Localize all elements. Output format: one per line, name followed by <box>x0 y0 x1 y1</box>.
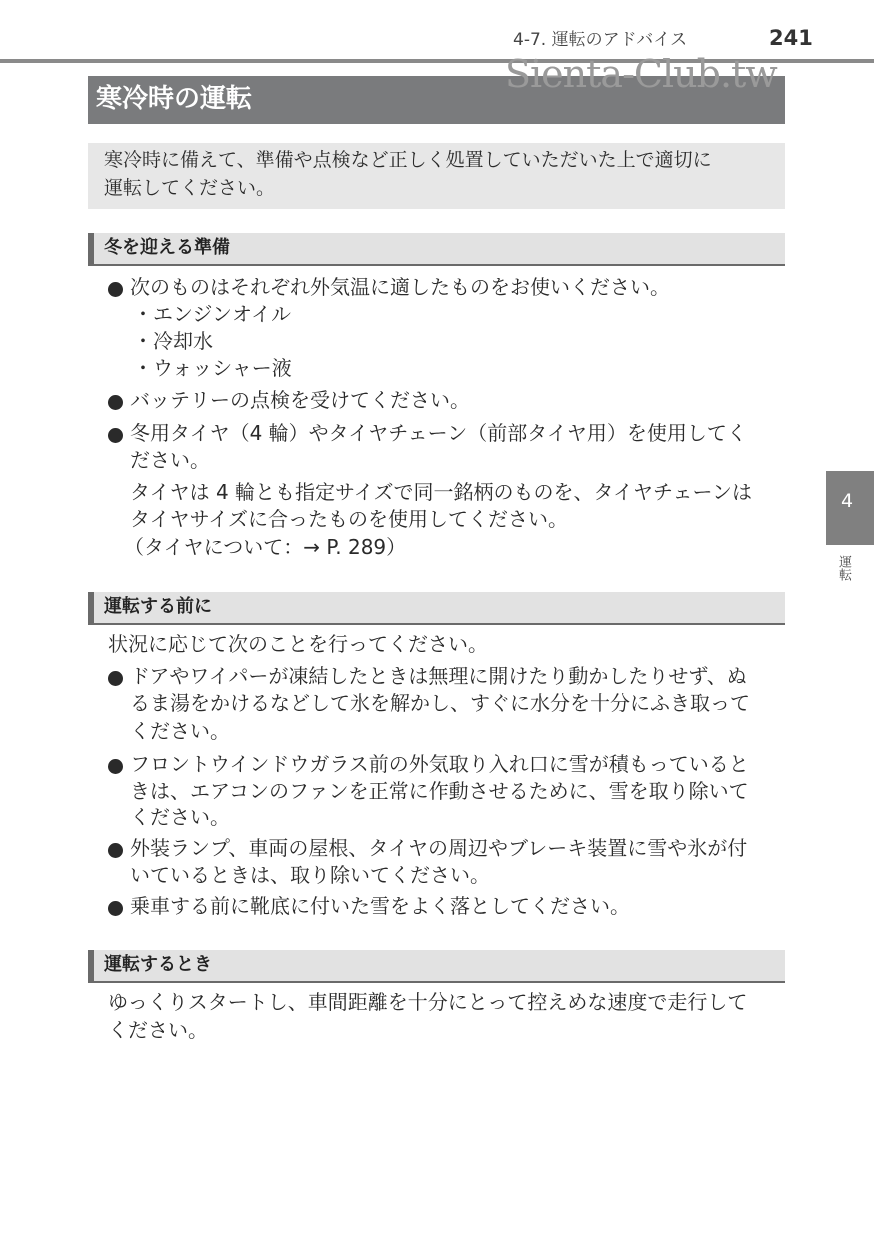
section-heading-winter-prep <box>88 233 785 266</box>
intro-line: 運転してください。 <box>104 177 276 199</box>
body-line: ください。 <box>130 805 230 829</box>
body-line: タイヤは 4 輪とも指定サイズで同一銘柄のものを、タイヤチェーンは <box>130 480 753 504</box>
body-line: ください。 <box>130 719 230 743</box>
body-line: きは、エアコンのファンを正常に作動させるために、雪を取り除いて <box>130 779 749 803</box>
page-number: 241 <box>769 26 813 50</box>
section-heading-text: 運転する前に <box>104 596 212 617</box>
body-line: タイヤサイズに合ったものを使用してください。 <box>130 507 568 531</box>
section-heading-text: 運転するとき <box>104 954 212 975</box>
section-heading-before-driving <box>88 592 785 625</box>
bullet-icon <box>108 671 123 686</box>
body-line: るま湯をかけるなどして氷を解かし、すぐに水分を十分にふき取って <box>130 691 750 715</box>
body-line: ドアやワイパーが凍結したときは無理に開けたり動かしたりせず、ぬ <box>130 664 747 688</box>
intro-line: 寒冷時に備えて、準備や点検など正しく処置していただいた上で適切に <box>104 149 712 171</box>
section-heading-while-driving <box>88 950 785 983</box>
watermark: Sienta-Club.tw <box>505 52 777 96</box>
body-line: いているときは、取り除いてください。 <box>130 863 490 887</box>
body-line: バッテリーの点検を受けてください。 <box>130 388 470 412</box>
body-line: 状況に応じて次のことを行ってください。 <box>108 632 488 656</box>
running-header-section: 4-7. 運転のアドバイス <box>513 30 688 50</box>
bullet-icon <box>108 759 123 774</box>
body-line: フロントウインドウガラス前の外気取り入れ口に雪が積もっていると <box>130 752 749 776</box>
body-line: 次のものはそれぞれ外気温に適したものをお使いください。 <box>130 275 670 299</box>
body-line: 冬用タイヤ（4 輪）やタイヤチェーン（前部タイヤ用）を使用してく <box>130 421 747 445</box>
page-reference[interactable]: （タイヤについて：→ P. 289） <box>124 535 407 559</box>
section-heading-text: 冬を迎える準備 <box>104 237 230 258</box>
sub-item: ・冷却水 <box>133 329 213 353</box>
body-line: 乗車する前に靴底に付いた雪をよく落としてください。 <box>130 894 630 918</box>
bullet-icon <box>108 901 123 916</box>
bullet-icon <box>108 428 123 443</box>
bullet-icon <box>108 282 123 297</box>
bullet-icon <box>108 843 123 858</box>
sub-item: ・ウォッシャー液 <box>133 356 292 380</box>
chapter-tab-number: 4 <box>841 490 854 512</box>
chapter-tab-label: 運転 <box>836 555 851 581</box>
body-line: 外装ランプ、車両の屋根、タイヤの周辺やブレーキ装置に雪や氷が付 <box>130 836 748 860</box>
page-title: 寒冷時の運転 <box>96 84 253 114</box>
bullet-icon <box>108 395 123 410</box>
body-line: ださい。 <box>130 448 210 472</box>
body-line: ゆっくりスタートし、車間距離を十分にとって控えめな速度で走行して <box>108 990 748 1014</box>
body-line: ください。 <box>108 1018 208 1042</box>
sub-item: ・エンジンオイル <box>133 302 291 326</box>
